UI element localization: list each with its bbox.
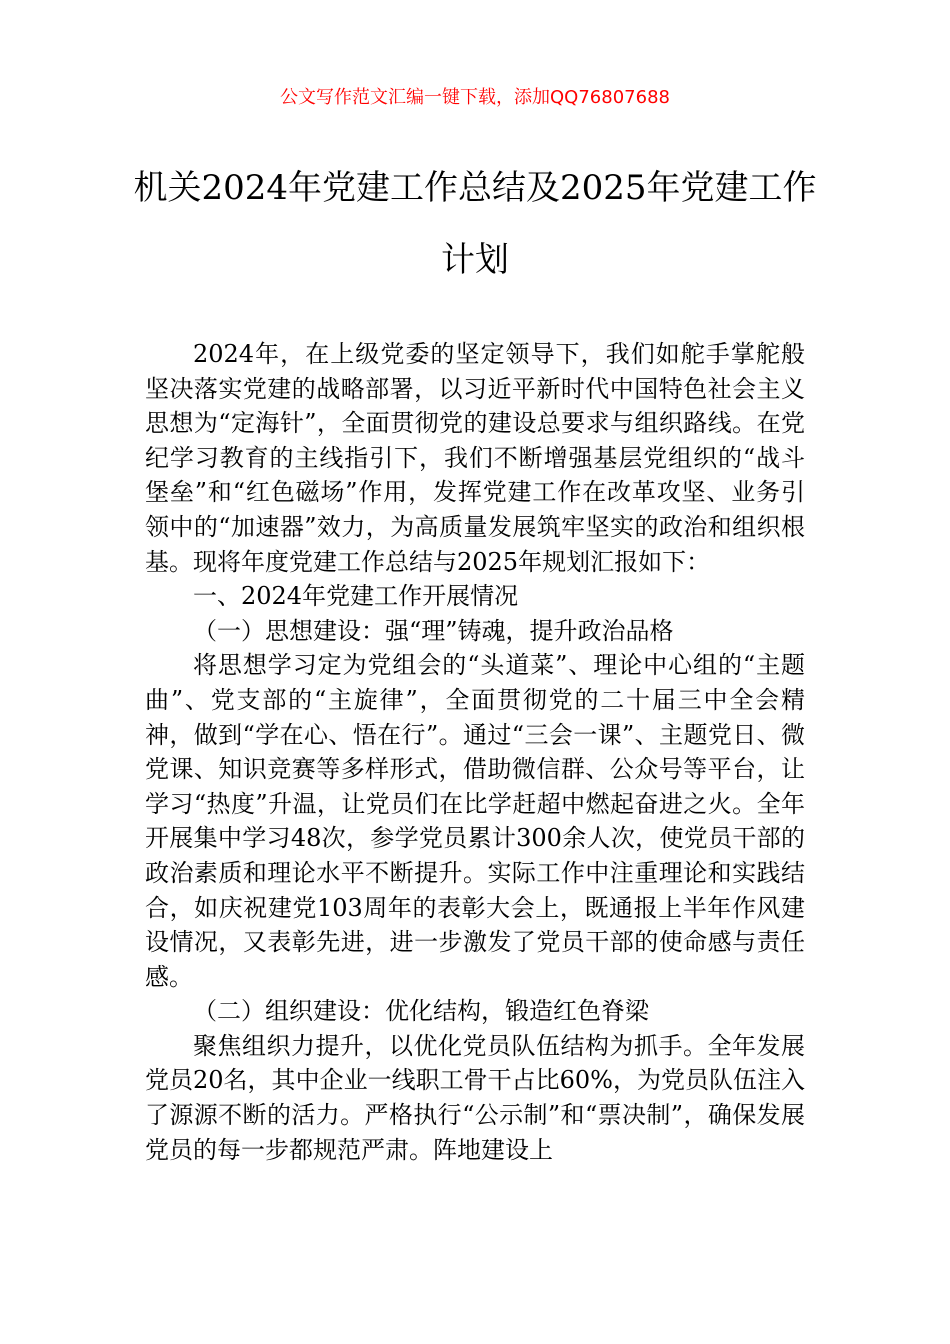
intro-paragraph: 2024年，在上级党委的坚定领导下，我们如舵手掌舵般坚决落实党建的战略部署，以习近平新时代中国特色社会主义思想为“定海针”，全面贯彻党的建设总要求与组织路线。在党纪学习教育的主线指引下，我们不断增强基层党组织的“战斗堡垒”和“红色磁场”作用，发挥党建工作在改革攻坚、业务引领中的“加速器”效力，为高质量发展筑牢坚实的政治和组织根基。现将年度党建工作总结与2025年规划汇报如下： — [145, 340, 805, 576]
subsection-heading-2: （二）组织建设：优化结构，锻造红色脊梁 — [193, 997, 649, 1026]
section-heading-1: 一、2024年党建工作开展情况 — [193, 582, 519, 611]
document-body — [145, 337, 805, 1167]
body-paragraph-1: 将思想学习定为党组会的“头道菜”、理论中心组的“主题曲”、党支部的“主旋律”，全面贯彻党的二十届三中全会精神，做到“学在心、悟在行”。通过“三会一课”、主题党日、微党课、知识竞赛等多样形式，借助微信群、公众号等平台，让学习“热度”升温，让党员们在比学赶超中燃起奋进之火。全年开展集中学习48次，参学党员累计300余人次，使党员干部的政治素质和理论水平不断提升。实际工作中注重理论和实践结合，如庆祝建党103周年的表彰大会上，既通报上半年作风建设情况，又表彰先进，进一步激发了党员干部的使命感与责任感。 — [145, 651, 805, 991]
subsection-heading-1: （一）思想建设：强“理”铸魂，提升政治品格 — [193, 616, 674, 645]
body-paragraph-2: 聚焦组织力提升，以优化党员队伍结构为抓手。全年发展党员20名，其中企业一线职工骨干占比60%，为党员队伍注入了源源不断的活力。严格执行“公示制”和“票决制”，确保发展党员的每一步都规范严肃。阵地建设上 — [145, 1031, 805, 1164]
header-note: 公文写作范文汇编一键下载，添加QQ76807688 — [280, 87, 670, 108]
document-title: 机关2024年党建工作总结及2025年党建工作计划 — [133, 168, 817, 280]
